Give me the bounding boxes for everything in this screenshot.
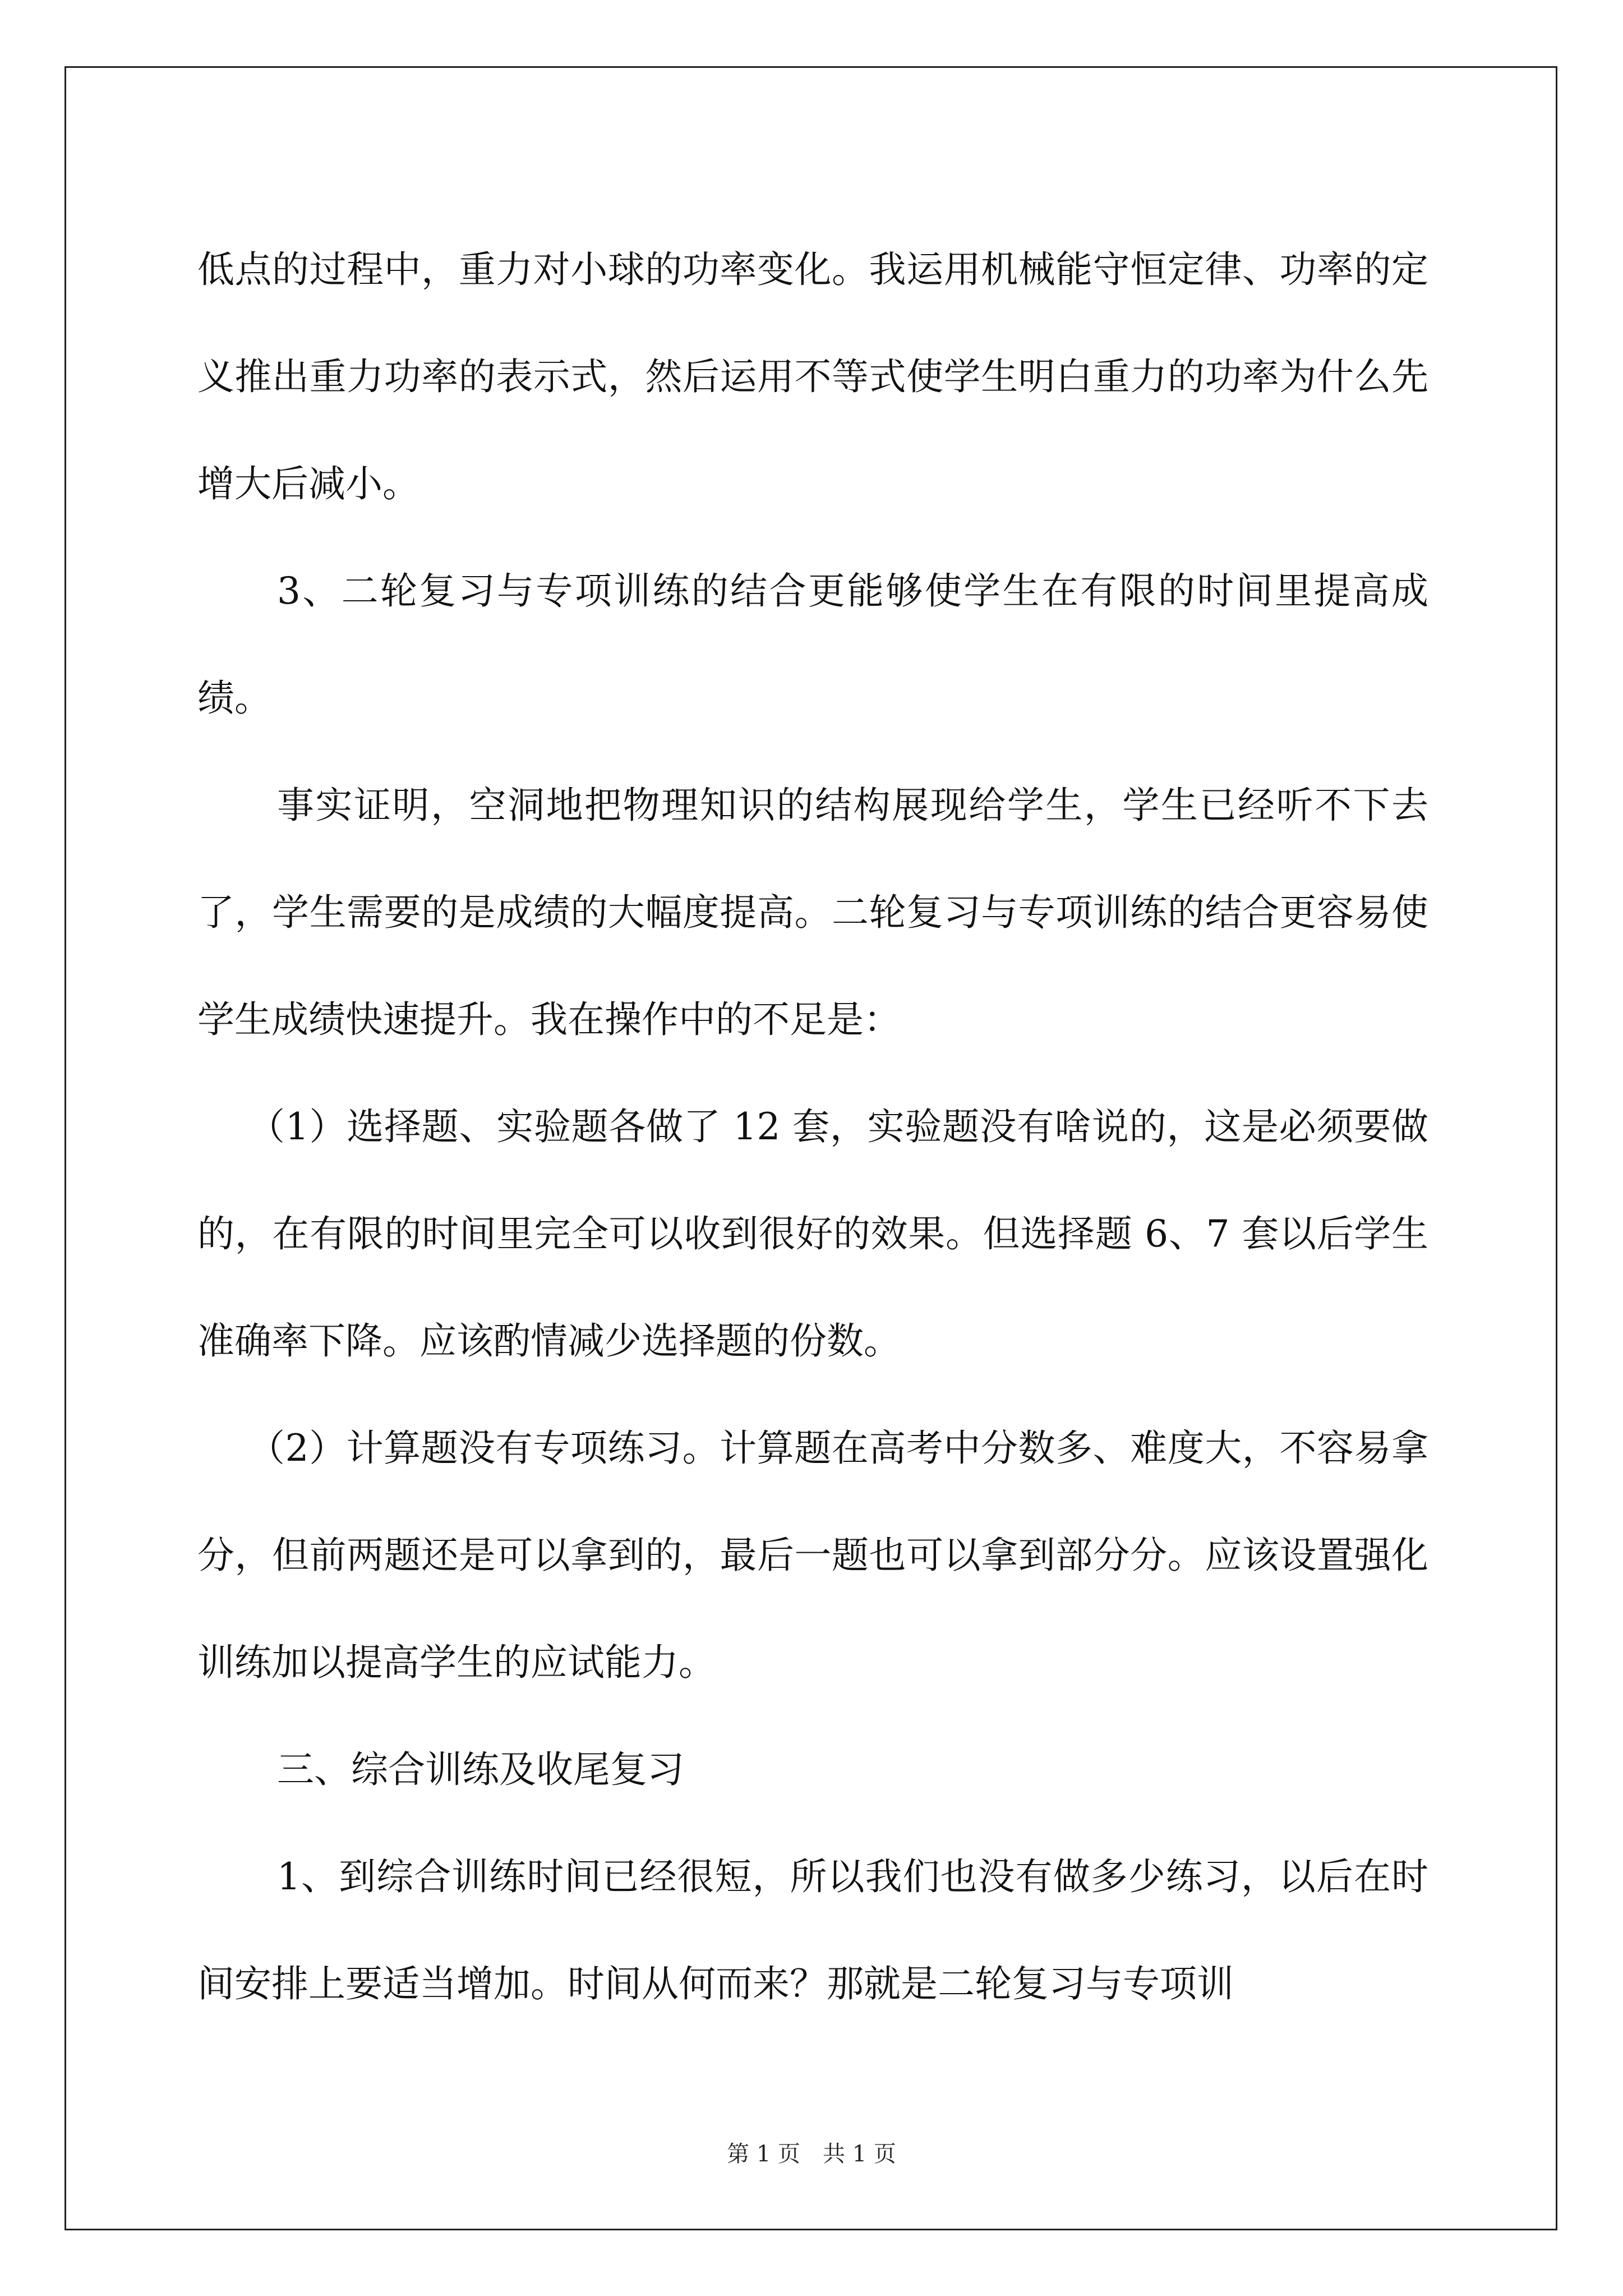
paragraph-facts: 事实证明，空洞地把物理知识的结构展现给学生，学生已经听不下去了，学生需要的是成绩的大幅度提高。二轮复习与专项训练的结合更容易使学生成绩快速提升。我在操作中的不足是： [197,784,1428,1041]
paragraph-continuation: 低点的过程中，重力对小球的功率变化。我运用机械能守恒定律、功率的定义推出重力功率的表示式，然后运用不等式使学生明白重力的功率为什么先增大后减小。 [197,248,1428,505]
paragraph-point-3: 3、二轮复习与专项训练的结合更能够使学生在有限的时间里提高成绩。 [197,569,1428,720]
paragraph-point-1: 1、到综合训练时间已经很短，所以我们也没有做多少练习，以后在时间安排上要适当增加。时间从何而来？那就是二轮复习与专项训 [197,1855,1428,2005]
section-heading-3: 三、综合训练及收尾复习 [277,1748,684,1791]
document-body [197,216,1428,2037]
page-footer: 第 1 页 共 1 页 [727,2141,896,2167]
paragraph-item-2: （2）计算题没有专项练习。计算题在高考中分数多、难度大，不容易拿分，但前两题还是可以拿到的，最后一题也可以拿到部分分。应该设置强化训练加以提高学生的应试能力。 [197,1427,1428,1684]
paragraph-item-1: （1）选择题、实验题各做了 12 套，实验题没有啥说的，这是必须要做的，在有限的时间里完全可以收到很好的效果。但选择题 6、7 套以后学生准确率下降。应该酌情减少选择题的份数。 [197,1105,1428,1363]
